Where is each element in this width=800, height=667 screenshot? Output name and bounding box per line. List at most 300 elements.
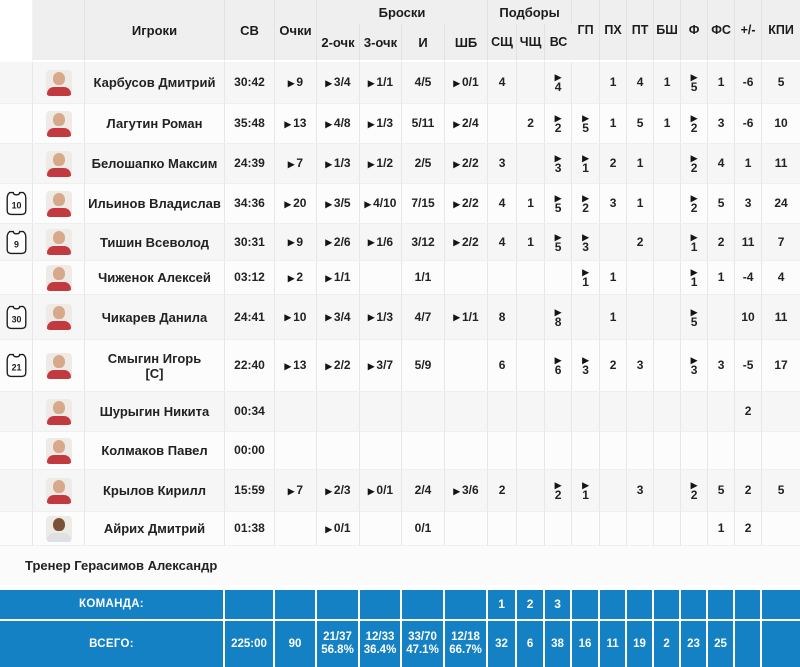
player-name[interactable]: Колмаков Павел xyxy=(85,432,225,470)
photo-cell xyxy=(33,340,85,392)
avatar-shirt xyxy=(47,416,71,425)
play-marker-icon[interactable]: ▶ xyxy=(453,312,460,322)
stat-value: 2 xyxy=(744,521,752,535)
team-p3 xyxy=(360,588,402,619)
stat-value: 1 xyxy=(527,196,534,210)
player-name[interactable]: Крылов Кирилл xyxy=(85,470,225,512)
stat-gp xyxy=(572,62,600,104)
stat-value: 5 xyxy=(582,121,589,135)
stat-value: 30:42 xyxy=(234,75,265,89)
stat-value: 15:59 xyxy=(234,483,265,497)
col-pt: ПТ xyxy=(627,0,654,62)
stat-value: 4 xyxy=(554,80,562,94)
play-marker-icon[interactable]: ▶ xyxy=(554,231,562,242)
col-pts: Очки xyxy=(275,0,317,62)
stat-pts xyxy=(275,295,317,340)
stat-value: 2 xyxy=(636,234,644,249)
stat-sv xyxy=(225,184,275,224)
stat-value: 2 xyxy=(744,404,752,418)
stat-pt xyxy=(627,184,654,224)
stat-value: 1 xyxy=(609,116,617,130)
stat-oreb xyxy=(488,104,517,144)
stat-oreb xyxy=(488,470,517,512)
photo-cell xyxy=(33,392,85,432)
stat-oreb xyxy=(488,261,517,295)
stat-value: 1/2 xyxy=(376,156,394,170)
stat-bsh xyxy=(654,62,681,104)
stat-value: 4 xyxy=(777,270,785,284)
stat-kpi xyxy=(762,295,800,340)
stat-pts xyxy=(275,340,317,392)
play-marker-icon[interactable]: ▶ xyxy=(325,360,332,371)
stat-fs xyxy=(708,224,735,261)
stat-value: 34:36 xyxy=(234,196,265,210)
stat-treb xyxy=(545,340,572,392)
play-marker-icon[interactable]: ▶ xyxy=(453,158,460,169)
stat-value: 4/10 xyxy=(373,196,397,210)
stat-fg xyxy=(402,62,445,104)
stat-gp xyxy=(572,432,600,470)
play-marker-icon[interactable]: ▶ xyxy=(325,198,332,209)
player-row xyxy=(0,470,800,512)
stat-oreb xyxy=(488,224,517,261)
col-kpi: КПИ xyxy=(762,0,800,62)
stat-oreb xyxy=(488,512,517,546)
stat-value: 11 xyxy=(741,234,755,249)
play-marker-icon[interactable]: ▶ xyxy=(582,267,589,277)
stat-pts xyxy=(275,224,317,261)
stat-value: 6 xyxy=(498,358,506,372)
stat-sv xyxy=(225,392,275,432)
play-marker-icon[interactable]: ▶ xyxy=(284,198,292,209)
stat-f xyxy=(681,470,708,512)
stat-px xyxy=(600,224,627,261)
photo-column-header xyxy=(33,0,85,62)
avatar-shirt xyxy=(47,87,71,96)
stat-value: 20 xyxy=(293,196,307,210)
total-label: ВСЕГО: xyxy=(0,619,225,667)
play-marker-icon[interactable]: ▶ xyxy=(554,113,562,123)
stat-oreb xyxy=(488,62,517,104)
jersey-cell xyxy=(0,512,33,546)
avatar-shirt xyxy=(47,321,71,330)
stat-pt xyxy=(627,392,654,432)
stat-dreb xyxy=(517,340,545,392)
stat-value: 2/2 xyxy=(461,196,479,210)
stat-fs xyxy=(708,470,735,512)
stat-sv xyxy=(225,340,275,392)
play-marker-icon[interactable]: ▶ xyxy=(287,158,295,169)
player-name[interactable]: Ильинов Владислав xyxy=(85,184,225,224)
jersey-cell xyxy=(0,224,33,261)
play-marker-icon[interactable]: ▶ xyxy=(284,312,292,322)
player-photo xyxy=(46,438,72,464)
team-row xyxy=(0,588,800,619)
stat-pt xyxy=(627,295,654,340)
stat-value: 4 xyxy=(717,156,725,170)
play-marker-icon[interactable]: ▶ xyxy=(690,113,698,123)
stat-bsh xyxy=(654,392,681,432)
team-oreb: 1 xyxy=(488,588,517,619)
team-f xyxy=(681,588,708,619)
stat-pts xyxy=(275,392,317,432)
player-photo xyxy=(46,151,72,177)
play-marker-icon[interactable]: ▶ xyxy=(325,272,332,283)
stat-value: 3 xyxy=(582,363,589,377)
stat-value: 2/4 xyxy=(414,483,432,497)
stat-value: 11 xyxy=(774,309,788,324)
photo-cell xyxy=(33,295,85,340)
play-marker-icon[interactable]: ▶ xyxy=(554,480,562,490)
stat-value: 2/2 xyxy=(461,156,479,170)
stat-p2 xyxy=(317,184,360,224)
avatar-head xyxy=(53,401,65,414)
stat-pts xyxy=(275,184,317,224)
stat-value: 8 xyxy=(498,309,506,324)
stat-value: 1 xyxy=(582,275,589,289)
avatar-head xyxy=(53,355,65,368)
play-marker-icon[interactable]: ▶ xyxy=(690,267,698,277)
stat-sv xyxy=(225,144,275,184)
stat-px xyxy=(600,62,627,104)
play-marker-icon[interactable]: ▶ xyxy=(325,158,332,169)
svg-text:21: 21 xyxy=(11,362,21,373)
stat-value: 5 xyxy=(636,116,644,130)
jersey-number-icon xyxy=(6,230,27,255)
stat-fg xyxy=(402,470,445,512)
stat-treb xyxy=(545,62,572,104)
stat-fs xyxy=(708,432,735,470)
stat-ft xyxy=(445,432,488,470)
stat-p3 xyxy=(360,512,402,546)
play-marker-icon[interactable]: ▶ xyxy=(582,153,589,163)
play-marker-icon[interactable]: ▶ xyxy=(554,153,562,163)
play-marker-icon[interactable]: ▶ xyxy=(367,360,375,371)
stat-value: 2 xyxy=(690,121,698,135)
play-marker-icon[interactable]: ▶ xyxy=(554,306,562,317)
stat-value: 22:40 xyxy=(234,358,265,372)
col-pm: +/- xyxy=(735,0,762,62)
stat-fg xyxy=(402,224,445,261)
stat-fg xyxy=(402,261,445,295)
stat-pts xyxy=(275,144,317,184)
col-fg: И xyxy=(402,24,445,62)
play-marker-icon[interactable]: ▶ xyxy=(582,480,589,490)
stat-sv xyxy=(225,62,275,104)
player-name[interactable]: Айрих Дмитрий xyxy=(85,512,225,546)
player-photo xyxy=(46,229,72,255)
stat-ft xyxy=(445,295,488,340)
stat-value: 10 xyxy=(741,309,755,324)
stat-ft xyxy=(445,470,488,512)
stat-dreb xyxy=(517,512,545,546)
total-sv: 225:00 xyxy=(225,619,275,667)
team-fg xyxy=(402,588,445,619)
col-gp: ГП xyxy=(572,0,600,62)
play-marker-icon[interactable]: ▶ xyxy=(453,118,460,129)
stat-value: 4/8 xyxy=(333,116,351,130)
stat-p2 xyxy=(317,295,360,340)
stat-dreb xyxy=(517,295,545,340)
avatar-shirt xyxy=(47,533,71,542)
stat-ft xyxy=(445,512,488,546)
stat-kpi xyxy=(762,104,800,144)
stat-value: 35:48 xyxy=(234,116,265,130)
player-name[interactable]: Чиженок Алексей xyxy=(85,261,225,295)
stat-px xyxy=(600,295,627,340)
stat-p2 xyxy=(317,340,360,392)
stat-pt xyxy=(627,261,654,295)
total-kpi xyxy=(762,619,800,667)
play-marker-icon[interactable]: ▶ xyxy=(690,193,698,203)
jersey-cell xyxy=(0,392,33,432)
stat-pt xyxy=(627,340,654,392)
table-header xyxy=(0,0,800,62)
stat-fg xyxy=(402,340,445,392)
stat-value: 1/3 xyxy=(376,116,394,130)
play-marker-icon[interactable]: ▶ xyxy=(690,480,698,490)
team-label: КОМАНДА: xyxy=(0,588,225,619)
stat-ft xyxy=(445,104,488,144)
play-marker-icon[interactable]: ▶ xyxy=(287,237,295,247)
player-row xyxy=(0,295,800,340)
play-marker-icon[interactable]: ▶ xyxy=(325,312,332,322)
play-marker-icon[interactable]: ▶ xyxy=(554,72,562,82)
stat-f xyxy=(681,432,708,470)
play-marker-icon[interactable]: ▶ xyxy=(367,118,375,129)
stat-value: 3 xyxy=(744,196,752,210)
play-marker-icon[interactable]: ▶ xyxy=(453,77,460,88)
stat-px xyxy=(600,392,627,432)
stat-pm xyxy=(735,295,762,340)
stat-value: 2 xyxy=(609,156,617,170)
stat-value: 2/6 xyxy=(333,234,351,249)
stat-dreb xyxy=(517,224,545,261)
stat-bsh xyxy=(654,104,681,144)
play-marker-icon[interactable]: ▶ xyxy=(554,193,562,203)
play-marker-icon[interactable]: ▶ xyxy=(284,118,292,129)
play-marker-icon[interactable]: ▶ xyxy=(690,153,698,163)
play-marker-icon[interactable]: ▶ xyxy=(367,158,375,169)
team-kpi xyxy=(762,588,800,619)
stat-value: 4 xyxy=(498,75,506,89)
player-name[interactable]: Чикарев Данила xyxy=(85,295,225,340)
stat-f xyxy=(681,62,708,104)
jersey-cell xyxy=(0,340,33,392)
stat-value: 3 xyxy=(636,358,644,372)
stat-value: 0/1 xyxy=(333,521,351,535)
play-marker-icon[interactable]: ▶ xyxy=(582,113,589,123)
stat-value: 2 xyxy=(609,358,617,372)
player-name[interactable]: Смыгин Игорь [C] xyxy=(85,340,225,392)
stat-pm xyxy=(735,104,762,144)
stat-value: 9 xyxy=(296,75,304,89)
stat-gp xyxy=(572,295,600,340)
stat-oreb xyxy=(488,432,517,470)
stat-value: 5 xyxy=(690,314,698,329)
stat-value: 0/1 xyxy=(461,75,479,89)
stat-value: 1/1 xyxy=(461,309,479,324)
stat-gp xyxy=(572,184,600,224)
stat-fg xyxy=(402,184,445,224)
stat-value: 3 xyxy=(717,116,725,130)
play-marker-icon[interactable]: ▶ xyxy=(287,485,295,496)
player-name[interactable]: Шурыгин Никита xyxy=(85,392,225,432)
avatar-head xyxy=(53,72,65,85)
play-marker-icon[interactable]: ▶ xyxy=(325,523,332,534)
play-marker-icon[interactable]: ▶ xyxy=(453,198,460,209)
col-dreb: ЧЩ xyxy=(517,24,545,62)
stat-sv xyxy=(225,295,275,340)
stat-kpi xyxy=(762,261,800,295)
play-marker-icon[interactable]: ▶ xyxy=(325,118,332,129)
stat-p3 xyxy=(360,392,402,432)
play-marker-icon[interactable]: ▶ xyxy=(690,231,698,242)
stat-fs xyxy=(708,184,735,224)
stat-value: 4 xyxy=(498,234,506,249)
play-marker-icon[interactable]: ▶ xyxy=(325,485,332,496)
stat-treb xyxy=(545,224,572,261)
team-bsh xyxy=(654,588,681,619)
play-marker-icon[interactable]: ▶ xyxy=(367,312,375,322)
play-marker-icon[interactable]: ▶ xyxy=(325,237,332,247)
player-name[interactable]: Лагутин Роман xyxy=(85,104,225,144)
stat-value: 1 xyxy=(717,75,725,89)
stat-gp xyxy=(572,512,600,546)
stat-pts xyxy=(275,470,317,512)
stat-value: 5 xyxy=(554,239,562,254)
photo-cell xyxy=(33,144,85,184)
stat-value: 3 xyxy=(717,358,725,372)
play-marker-icon[interactable]: ▶ xyxy=(287,272,295,283)
stat-value: 1 xyxy=(609,309,617,324)
stat-fs xyxy=(708,340,735,392)
play-marker-icon[interactable]: ▶ xyxy=(582,231,589,242)
col-treb: ВС xyxy=(545,24,572,62)
play-marker-icon[interactable]: ▶ xyxy=(367,485,375,496)
stat-value: 01:38 xyxy=(234,521,265,535)
jersey-cell xyxy=(0,62,33,104)
stat-value: 2/3 xyxy=(333,483,351,497)
stat-gp xyxy=(572,340,600,392)
stat-kpi xyxy=(762,144,800,184)
stat-value: 00:34 xyxy=(234,404,265,418)
stat-kpi xyxy=(762,62,800,104)
stat-value: 1 xyxy=(717,521,725,535)
stat-value: 6 xyxy=(554,363,562,377)
player-row xyxy=(0,62,800,104)
stat-value: -6 xyxy=(742,116,754,130)
play-marker-icon[interactable]: ▶ xyxy=(582,193,589,203)
stat-value: 1/3 xyxy=(376,309,394,324)
avatar-head xyxy=(53,153,65,166)
stat-kpi xyxy=(762,224,800,261)
avatar-head xyxy=(53,113,65,126)
player-name[interactable]: Белошапко Максим xyxy=(85,144,225,184)
stat-fg xyxy=(402,295,445,340)
stat-px xyxy=(600,104,627,144)
stat-treb xyxy=(545,392,572,432)
stat-f xyxy=(681,295,708,340)
stat-value: 13 xyxy=(293,116,307,130)
stat-pt xyxy=(627,432,654,470)
team-dreb: 2 xyxy=(517,588,545,619)
coach-section xyxy=(0,546,800,588)
player-name[interactable]: Карбусов Дмитрий xyxy=(85,62,225,104)
play-marker-icon[interactable]: ▶ xyxy=(453,485,460,496)
stat-value: 24 xyxy=(774,196,788,210)
stat-pm xyxy=(735,432,762,470)
team-p2 xyxy=(317,588,360,619)
stat-p3 xyxy=(360,224,402,261)
stat-value: 17 xyxy=(774,358,788,372)
play-marker-icon[interactable]: ▶ xyxy=(690,72,698,82)
player-name[interactable]: Тишин Всеволод xyxy=(85,224,225,261)
stat-value: 1/1 xyxy=(376,75,394,89)
stat-sv xyxy=(225,470,275,512)
stat-value: 4/7 xyxy=(414,309,432,324)
stat-value: 1 xyxy=(636,156,644,170)
stat-value: 2/5 xyxy=(414,156,432,170)
play-marker-icon[interactable]: ▶ xyxy=(287,77,295,88)
photo-cell xyxy=(33,432,85,470)
stat-value: 1 xyxy=(527,234,534,249)
photo-cell xyxy=(33,512,85,546)
stat-value: 7/15 xyxy=(411,196,435,210)
stat-px xyxy=(600,432,627,470)
stat-value: 03:12 xyxy=(234,270,265,284)
play-marker-icon[interactable]: ▶ xyxy=(690,355,698,365)
stat-bsh xyxy=(654,144,681,184)
play-marker-icon[interactable]: ▶ xyxy=(582,355,589,365)
play-marker-icon[interactable]: ▶ xyxy=(690,306,698,317)
play-marker-icon[interactable]: ▶ xyxy=(554,355,562,365)
total-dreb: 6 xyxy=(517,619,545,667)
stat-oreb xyxy=(488,295,517,340)
stat-value: 3/4 xyxy=(333,309,351,324)
stat-gp xyxy=(572,261,600,295)
stat-value: 7 xyxy=(777,234,785,249)
avatar-shirt xyxy=(47,282,71,291)
stat-value: 5/11 xyxy=(411,116,435,130)
stat-p3 xyxy=(360,104,402,144)
play-marker-icon[interactable]: ▶ xyxy=(284,360,292,371)
stat-value: 2/2 xyxy=(461,234,479,249)
stat-f xyxy=(681,392,708,432)
play-marker-icon[interactable]: ▶ xyxy=(364,198,372,209)
play-marker-icon[interactable]: ▶ xyxy=(367,77,375,88)
total-f: 23 xyxy=(681,619,708,667)
play-marker-icon[interactable]: ▶ xyxy=(367,237,375,247)
jersey-column-header xyxy=(0,0,33,62)
player-photo xyxy=(46,191,72,217)
stat-dreb xyxy=(517,184,545,224)
stat-pm xyxy=(735,512,762,546)
play-marker-icon[interactable]: ▶ xyxy=(453,237,460,247)
stat-treb xyxy=(545,184,572,224)
stat-p2 xyxy=(317,392,360,432)
coach-name: Тренер Герасимов Александр xyxy=(0,546,800,588)
team-gp xyxy=(572,588,600,619)
play-marker-icon[interactable]: ▶ xyxy=(325,77,332,88)
stat-value: 1 xyxy=(609,270,617,284)
photo-cell xyxy=(33,104,85,144)
jersey-cell xyxy=(0,184,33,224)
photo-cell xyxy=(33,470,85,512)
stat-value: 5 xyxy=(717,483,725,497)
player-photo xyxy=(46,265,72,291)
stat-p3 xyxy=(360,184,402,224)
